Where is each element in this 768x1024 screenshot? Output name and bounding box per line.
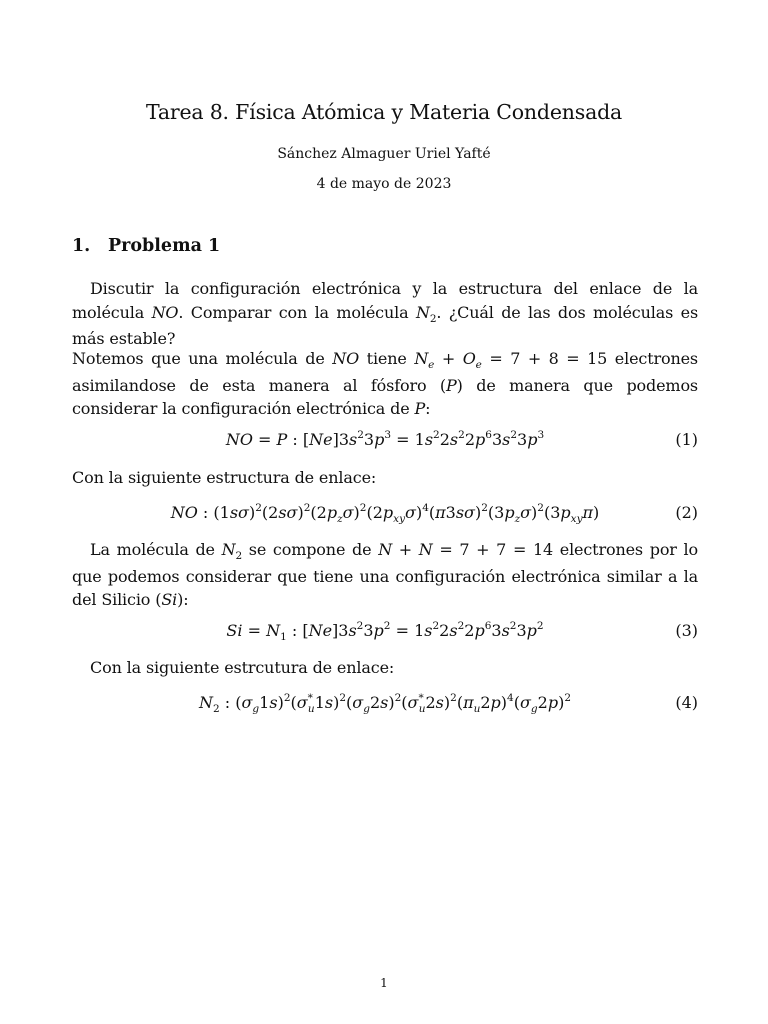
- section-title: Problema 1: [108, 236, 221, 256]
- equation-4-number: (4): [675, 693, 698, 712]
- document-date: 4 de mayo de 2023: [316, 176, 452, 192]
- equation-4: [72, 693, 698, 717]
- author-name: Sánchez Almaguer Uriel Yafté: [277, 146, 491, 162]
- equation-3-body: $Si = N_1$ : $[Ne]3s^23p^2 = 1s^22s^22p^63s^23p^2$: [226, 620, 544, 643]
- paragraph-n2-molecule: La molécula de $N_2$ se compone de N + N = 7 + 7 = 14 electrones por lo que podemos considerar que tiene una configuración electrónica similar a la del Silicio (Si):: [72, 540, 698, 609]
- equation-4-body: $N_2$ : $(\sigma_g1s)^2(\sigma^*_u1s)^2(\sigma_g2s)^2(\sigma^*_u2s)^2(\pi_u2p)^4(\sigma_g2p)^2$: [199, 692, 571, 715]
- equation-1-body: NO = P : $[Ne]3s^23p^3 = 1s^22s^22p^63s^23p^3$: [225, 429, 545, 449]
- document-title: Tarea 8. Física Atómica y Materia Condensada: [145, 100, 623, 124]
- equation-3-number: (3): [675, 621, 698, 640]
- section-heading: [72, 236, 220, 256]
- equation-3: [72, 621, 698, 645]
- paragraph-n2-bond-structure-intro: Con la siguiente estrcutura de enlace:: [90, 658, 395, 677]
- equation-2: [72, 503, 698, 527]
- paragraph-bond-structure-intro: Con la siguiente estructura de enlace:: [72, 468, 377, 487]
- problem-statement: Discutir la configuración electrónica y la estructura del enlace de la molécula NO. Comparar con la molécula $N_2$. ¿Cuál de las dos moléculas es más estable?: [72, 279, 698, 348]
- equation-2-number: (2): [675, 503, 698, 522]
- section-number: 1.: [72, 236, 91, 256]
- equation-1-number: (1): [675, 430, 698, 449]
- equation-2-body: NO : $(1s\sigma)^2(2s\sigma)^2(2p_z\sigma)^2(2p_{xy}\sigma)^4(\pi 3s\sigma)^2(3p_z\sigma)^2(3p_{xy}\pi)$: [170, 502, 600, 525]
- page-number: 1: [380, 976, 388, 990]
- paragraph-electron-count: Notemos que una molécula de NO tiene $N_e + O_e = 7 + 8 = 15$ electrones asimilandose de esta manera al fósforo (P) de manera que podemos considerar la configuración electrónica de P:: [72, 349, 698, 418]
- equation-1: [72, 430, 698, 454]
